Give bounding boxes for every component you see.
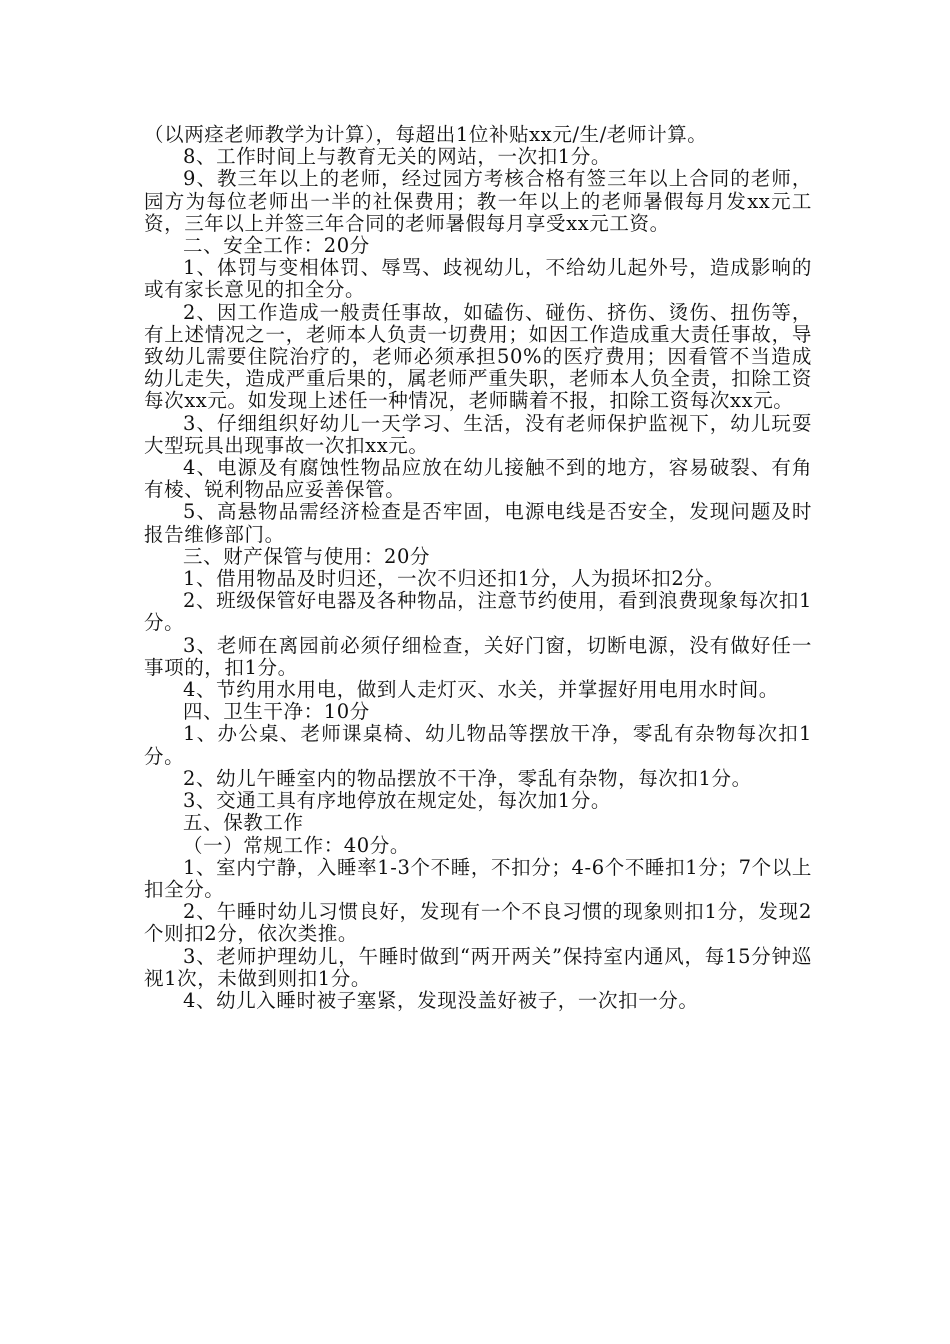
paragraph-safety-1: 1、体罚与变相体罚、辱骂、歧视幼儿，不给幼儿起外号，造成影响的或有家长意见的扣全分。: [144, 256, 812, 302]
paragraph-property-4: 4、节约用水用电，做到人走灯灭、水关，并掌握好用电用水时间。: [183, 678, 779, 702]
paragraph-subsidy-calculation: （以两痉老师教学为计算），每超出1位补贴xx元/生/老师计算。: [144, 123, 708, 146]
section-heading-property: 三、财产保管与使用：20分: [183, 544, 431, 568]
paragraph-hygiene-1: 1、办公桌、老师课桌椅、幼儿物品等摆放干净，零乱有杂物每次扣1分。: [144, 722, 812, 768]
paragraph-safety-4: 4、电源及有腐蚀性物品应放在幼儿接触不到的地方，容易破裂、有角有棱、锐利物品应妥善保管。: [144, 456, 812, 502]
section-heading-care-education: 五、保教工作: [183, 811, 304, 835]
paragraph-safety-5: 5、高悬物品需经济检查是否牢固，电源电线是否安全，发现问题及时报告维修部门。: [144, 500, 812, 546]
paragraph-item-8: 8、工作时间上与教育无关的网站，一次扣1分。: [183, 145, 612, 169]
paragraph-property-2: 2、班级保管好电器及各种物品，注意节约使用，看到浪费现象每次扣1分。: [144, 589, 813, 635]
paragraph-safety-3: 3、仔细组织好幼儿一天学习、生活，没有老师保护监视下，幼儿玩耍大型玩具出现事故一次扣xx元。: [144, 411, 812, 457]
paragraph-routine-2: 2、午睡时幼儿习惯良好，发现有一个不良习惯的现象则扣1分，发现2个则扣2分，依次类推。: [144, 900, 812, 946]
paragraph-hygiene-2: 2、幼儿午睡室内的物品摆放不干净，零乱有杂物，每次扣1分。: [183, 766, 752, 790]
section-heading-hygiene: 四、卫生干净：10分: [183, 700, 370, 724]
paragraph-safety-2: 2、因工作造成一般责任事故，如磕伤、碰伤、挤伤、烫伤、扭伤等，有上述情况之一，老师本人负责一切费用；如因工作造成重大责任事故，导致幼儿需要住院治疗的，老师必须承担50%的医疗费用；因看管不当造成幼儿走失，造成严重后果的，属老师严重失职，老师本人负全责，扣除工资每次xx元。如发现上述任一种情况，老师瞒着不报，扣除工资每次xx元。: [144, 300, 812, 413]
section-heading-safety: 二、安全工作：20分: [183, 234, 370, 258]
subsection-heading-routine: （一）常规工作：40分。: [183, 833, 411, 857]
paragraph-property-3: 3、老师在离园前必须仔细检查，关好门窗，切断电源，没有做好任一事项的，扣1分。: [144, 633, 812, 679]
paragraph-routine-3: 3、老师护理幼儿，午睡时做到“两开两关”保持室内通风，每15分钟巡视1次，未做到则扣1分。: [144, 944, 812, 990]
paragraph-item-9: 9、教三年以上的老师，经过园方考核合格有签三年以上合同的老师，园方为每位老师出一半的社保费用；教一年以上的老师暑假每月发xx元工资，三年以上并签三年合同的老师暑假每月享受xx元工资。: [144, 167, 812, 235]
paragraph-property-1: 1、借用物品及时归还，一次不归还扣1分，人为损坏扣2分。: [183, 567, 725, 591]
paragraph-hygiene-3: 3、交通工具有序地停放在规定处，每次加1分。: [183, 789, 612, 813]
paragraph-routine-4: 4、幼儿入睡时被子塞紧，发现没盖好被子，一次扣一分。: [183, 988, 699, 1012]
paragraph-routine-1: 1、室内宁静，入睡率1-3个不睡，不扣分；4-6个不睡扣1分；7个以上扣全分。: [144, 855, 812, 901]
document-page: [144, 124, 812, 1012]
